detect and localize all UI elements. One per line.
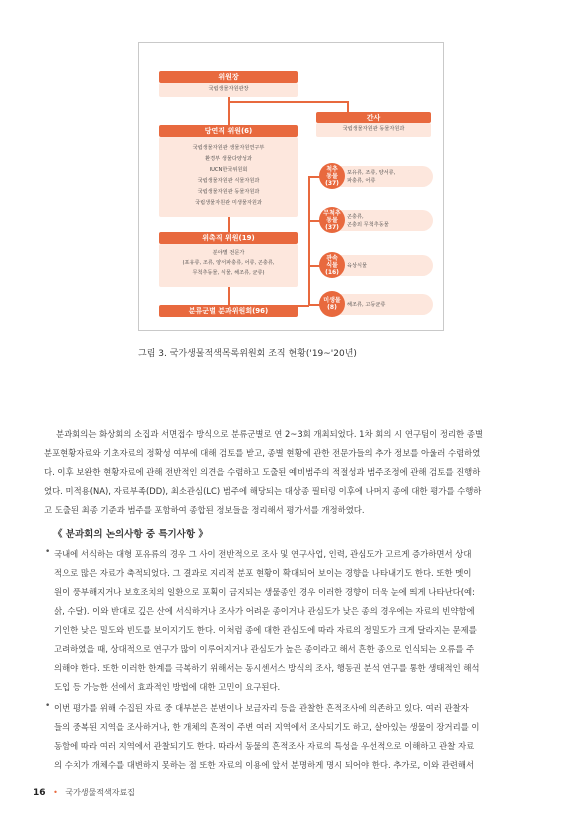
paragraph-line: 고 도출된 최종 기준과 범주를 포함하여 종합된 정보들을 정리해서 평가서를 개정하였다. — [44, 505, 365, 515]
group-2-desc-1: 곤충류, — [347, 213, 364, 220]
group-2-name-2: 동물 — [326, 216, 338, 224]
group-2-count: (37) — [325, 223, 339, 231]
group-2-name-1: 무척추 — [323, 209, 341, 217]
chair-body: 국립생물자원관장 — [208, 86, 249, 92]
page-number: 16 — [33, 788, 46, 798]
subcommittee-header — [159, 305, 298, 317]
ex-officio-header — [159, 125, 298, 137]
footer-dot: • — [53, 788, 58, 797]
footer-title: 국가생물적색자료집 — [65, 788, 135, 797]
bullet-line: 국내에 서식하는 대형 포유류의 경우 그 사이 전반적으로 조사 및 연구사업, 인력, 관심도가 고르게 증가하면서 상대 — [54, 549, 472, 559]
bullet-line: 이번 평가를 위해 수집된 자료 중 대부분은 분변이나 보금자리 등을 관찰한 흔적조사에 의존하고 있다. 여러 관찰자 — [54, 703, 469, 713]
group-1-desc-1: 포유류, 조류, 양서류, — [347, 169, 396, 176]
group-3-name-2: 식물 — [326, 261, 338, 269]
bullet-paragraph-1 — [54, 545, 544, 697]
chair-box — [159, 83, 298, 97]
group-4-circle — [319, 291, 345, 317]
paragraph-line: 분포현황자료와 기초자료의 정확성 여부에 대해 검토를 받고, 종별 현황에 관한 전문가들의 추가 정보를 아울러 수렴하였 — [44, 448, 481, 458]
bullet-line: 고려하였을 때, 상대적으로 연구가 많이 이루어지거나 관심도가 높은 종이라고 해서 흔한 종으로 인식되는 오류를 주 — [54, 644, 475, 654]
ex-officio-line-3: IUCN한국위원회 — [209, 167, 248, 173]
group-3-circle — [319, 252, 345, 278]
appointed-line-2: (포유류, 조류, 양서파충류, 어류, 곤충류, — [182, 260, 275, 266]
bullet-line: 원이 풍부해지거나 보호조치의 일환으로 포획이 금지되는 생물종인 경우 이러한 경향이 더욱 눈에 띄게 나타난다(예: — [54, 587, 475, 597]
group-1-count: (37) — [325, 179, 339, 187]
bullet-paragraph-2 — [54, 699, 544, 775]
ex-officio-line-4: 국립생물자원관 식물자원과 — [197, 178, 260, 184]
bullet-line: 기인한 낮은 밀도와 빈도를 보이지기도 한다. 이처럼 종에 대한 관심도에 따라 자료의 정밀도가 크게 달라지는 문제를 — [54, 625, 477, 635]
bullet-line: 의 수치가 개체수를 대변하지 못하는 점 또한 자료의 이용에 앞서 분명하게 명시 되어야 한다. 추가로, 이와 관련해서 — [54, 760, 475, 770]
chair-header — [159, 71, 298, 83]
page-footer — [33, 787, 135, 798]
group-2-desc-2: 곤충외 무척추동물 — [347, 221, 389, 228]
paragraph-line: 다. 이후 보완한 현황자료에 관해 전반적인 의견을 수렴하고 도출된 예비범주의 적절성과 범주조정에 관해 검토를 진행하 — [44, 467, 481, 477]
appointed-header — [159, 232, 298, 244]
appointed-line-1: 분야별 전문가 — [212, 250, 245, 256]
section-title: 《 분과회의 논의사항 중 특기사항 》 — [53, 529, 208, 540]
group-1-circle — [319, 163, 345, 189]
connector-secretary — [228, 101, 348, 103]
secretary-header — [316, 112, 431, 123]
paragraph-intro — [44, 425, 544, 520]
secretary-body: 국립생물자원관 동물자원과 — [342, 126, 405, 132]
ex-officio-line-2: 환경부 생물다양성과 — [205, 156, 252, 162]
appointed-title: 위촉직 위원(19) — [202, 234, 255, 242]
bullet-line: 삵, 수달). 이와 반대로 깊은 산에 서식하거나 조사가 어려운 종이거나 관심도가 낮은 종의 경우에는 자료의 빈약함에 — [54, 606, 475, 616]
bullet-marker: • — [45, 547, 51, 557]
bullet-line: 의해야 한다. 또한 이러한 한계를 극복하기 위해서는 동시센서스 방식의 조사, 행동권 분석 연구를 통한 생태적인 해석 — [54, 663, 480, 673]
bullet-line: 들의 중복된 지역을 조사하거나, 한 개체의 흔적이 주변 여러 지역에서 조사되기도 하고, 살아있는 생물이 장거리를 이 — [54, 722, 480, 732]
subcommittee-title: 분류군별 분과위원회(96) — [188, 307, 269, 315]
group-3-desc-1: 육상식물 — [347, 262, 368, 269]
ex-officio-line-1: 국립생물자원관 생물자원연구부 — [192, 145, 265, 151]
group-1-name-2: 동물 — [326, 172, 338, 180]
group-1-name-1: 척추 — [326, 165, 338, 173]
group-3-count: (16) — [325, 268, 339, 276]
group-2-circle — [319, 207, 345, 233]
bullet-line: 적으로 많은 자료가 축적되었다. 그 결과로 지리적 분포 현황이 확대되어 보이는 경향을 나타내기도 한다. 또한 멧이 — [54, 568, 472, 578]
ex-officio-line-6: 국립생물자원관 미생물자원과 — [195, 200, 262, 206]
chair-title: 위원장 — [218, 73, 239, 81]
ex-officio-title: 당연직 위원(6) — [204, 127, 253, 135]
group-3-name-1: 관속 — [326, 254, 338, 262]
org-chart-figure — [138, 42, 444, 331]
secretary-box — [316, 123, 431, 137]
bullet-marker: • — [45, 701, 51, 711]
paragraph-line: 분과회의는 화상회의 소집과 서면접수 방식으로 분류군별로 연 2~3회 개최되었다. 1차 회의 시 연구팀이 정리한 종별 — [56, 429, 483, 439]
group-4-desc-1: 해조류, 고등균류 — [347, 301, 386, 308]
appointed-line-3: 무척추동물, 식물, 해조류, 균류) — [192, 270, 265, 276]
group-1-desc-2: 파충류, 어류 — [347, 177, 376, 184]
ex-officio-box — [159, 137, 298, 217]
figure-caption: 그림 3. 국가생물적색목록위원회 조직 현황('19~'20년) — [138, 349, 357, 359]
connector-groups-vertical — [308, 176, 310, 304]
bullet-line: 도입 등 가능한 선에서 효과적인 방법에 대한 고민이 요구된다. — [54, 682, 281, 692]
ex-officio-line-5: 국립생물자원관 동물자원과 — [197, 189, 260, 195]
group-4-count: (8) — [327, 304, 337, 311]
secretary-title: 간사 — [366, 113, 381, 122]
paragraph-line: 였다. 미적용(NA), 자료부족(DD), 최소관심(LC) 범주에 해당되는 대상종 필터링 이후에 나머지 종에 대한 평가를 수행하 — [44, 486, 482, 496]
appointed-box — [159, 244, 298, 287]
bullet-line: 동함에 따라 여러 지역에서 관찰되기도 한다. 따라서 동물의 흔적조사 자료의 특성을 우선적으로 이해하고 관찰 자료 — [54, 741, 475, 751]
group-4-name-1: 미생물 — [323, 297, 341, 304]
